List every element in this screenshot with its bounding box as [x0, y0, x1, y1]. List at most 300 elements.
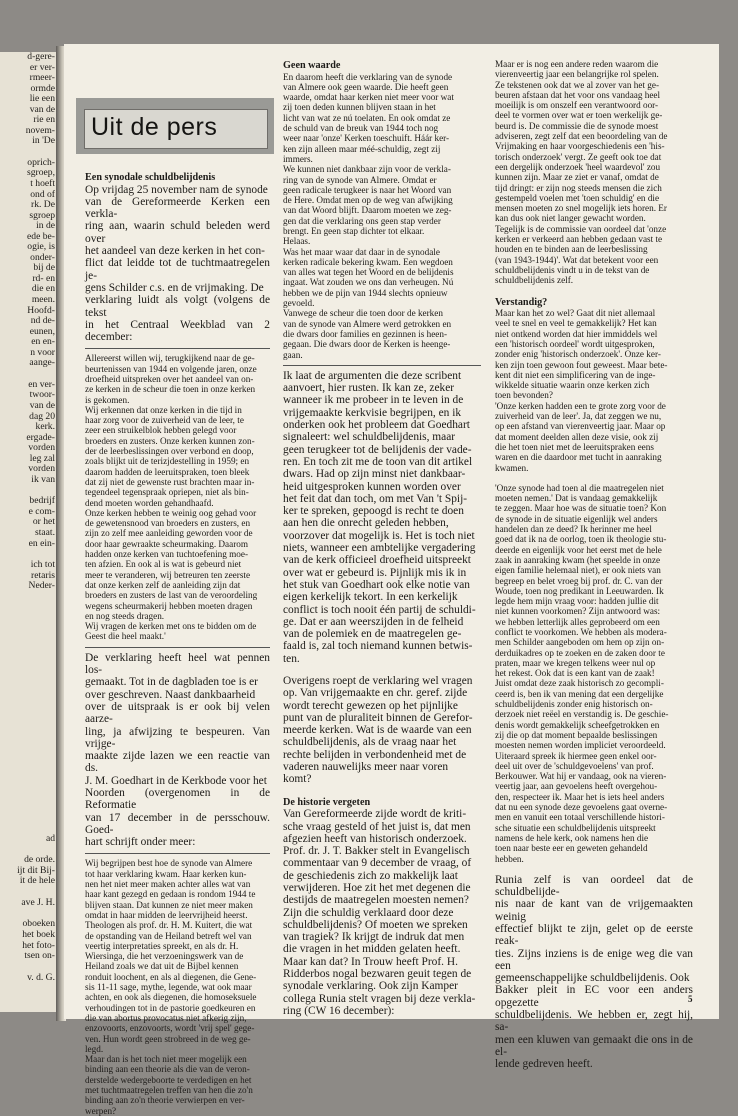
text-line: En daarom heeft die verklaring van de synode [283, 71, 453, 82]
back-page-fragment [0, 790, 58, 801]
text-line: deel te vormen over wat er toen werkelijk ge- [495, 110, 663, 121]
text-line: deel uit over de 'schuldgevoelens' van prof. [495, 760, 654, 771]
text-line: immers. [283, 153, 313, 164]
text-line: kan dus ook niet langer gewacht worden. [495, 213, 646, 224]
text-line: weer naar 'onze' Kerken toeschuift. Háár ker- [283, 133, 450, 144]
text-line: ken zijn alleen maar méé-schuldig, zegt zij [283, 143, 441, 154]
text-line: begreep en belet vroeg bij prof. dr. C. van der [495, 575, 663, 586]
text-line: verhoudingen tot in de pastorie goedkeuren en [85, 1002, 256, 1013]
text-line: geen terugkeer tot de belijdenis der vade- [283, 443, 472, 456]
text-line: legde hem mijn vraag voor: hadden jullie dit [495, 596, 659, 607]
text-line: schuldbelijdenis zelf. [495, 275, 574, 286]
text-line: faald is, zal toch niemand kunnen betwis- [283, 640, 473, 653]
back-page-fragment: ergade- [26, 431, 55, 443]
text-line: Op vrijdag 25 november nam de synode [85, 183, 268, 196]
text-line: ingaat. Wat zouden we ons dan verheugen. Nú [283, 277, 454, 288]
text-line: voorzover dat mogelijk is. Het is toch niet [283, 529, 475, 542]
text-line: kerken radicale bekering kwam. Een wegdoen [283, 256, 453, 267]
text-line: van 17 december in de persschouw. Goed- [85, 811, 270, 836]
text-line: deerde en eigenlijk voor het eerst met de hele [495, 544, 662, 555]
text-line: 'Onze kerken hadden een te grote zorg voor de [495, 400, 666, 411]
text-line: zeer een struikelblok hebben gelegd voor [85, 425, 237, 436]
back-page-fragment [0, 768, 58, 779]
text-line: kent dit niet een simplificering van de inge- [495, 369, 656, 380]
text-line: beurd is. De commissie die de synode moest [495, 120, 659, 131]
text-line: de gewetensnood van broeders en zusters, en [85, 518, 251, 529]
text-line: zaak in aanraking kwam (het speelde in onze [495, 554, 661, 565]
section-title: Uit de pers [91, 113, 218, 141]
text-line: die van abortus provocatus niet afkerig zijn, [85, 1012, 247, 1023]
text-line: gemeenschappelijke schuldbelijdenis. Ook [495, 972, 690, 985]
text-line: van de kerk officieel droefheid uitspreekt [283, 554, 471, 567]
back-page-fragment: tsen on- [24, 950, 55, 962]
text-line: Was het maar waar dat daar in de synodale [283, 246, 440, 257]
back-page-fragment: t hoeft [30, 178, 55, 190]
page-number: 5 [688, 994, 693, 1004]
text-line: Helaas. [283, 236, 311, 247]
text-line: aan hen die onrecht geleden hebben, [283, 517, 449, 530]
back-page-fragment [0, 757, 58, 768]
text-line: van de Gereformeerde Kerken een verkla- [85, 195, 270, 221]
text-line: niet kunnen voorkomen? Zijn antwoord was: [495, 606, 661, 617]
back-page-fragment: leg zal [29, 452, 55, 464]
text-line: ring (CW 16 december): [283, 1004, 395, 1017]
text-line: legd. [85, 1043, 104, 1054]
back-page-fragment: e com- [28, 505, 55, 517]
text-line: over geschreven. Naast dankbaarheid [85, 688, 256, 701]
text-line: schuldbelijdenis vindt u in de tekst van de [495, 264, 650, 275]
back-page-fragment: rie en [33, 114, 55, 126]
text-line: ge. Dat er aan weerszijden in de felheid [283, 615, 464, 628]
text-line: gaan. [283, 349, 303, 360]
text-line: komt? [283, 773, 312, 786]
back-page-fragment: twoor- [29, 389, 55, 401]
back-page-fragment [0, 592, 58, 603]
back-page-fragment: die en [31, 283, 55, 295]
text-line: nis naar de kant van de vrijgemaakten weinig [495, 898, 693, 923]
text-line: enzovoorts, enzovoorts, wordt 'vrij spel' gege- [85, 1023, 255, 1034]
back-page-fragment [0, 779, 58, 790]
text-line: dwars. Had op zijn minst niet dankbaar- [283, 468, 466, 481]
text-line: kerken er verkeerd aan hebben gedaan vast te [495, 234, 663, 245]
text-line: het stuk van Goedhart ook elke notie van [283, 578, 470, 591]
runia-quote-part1 [495, 59, 693, 286]
text-line: ring aan, waarin schuld beleden werd over [85, 220, 270, 245]
text-line: (van 1943-1944)'. Wat dat betekent voor een [495, 254, 659, 265]
text-line: tot haar verklaring kwam. Haar kerken kun- [85, 868, 247, 879]
back-page-fragment: er ver- [29, 61, 55, 73]
text-line: in het Centraal Weekblad van 2 december: [85, 318, 270, 344]
text-line: Runia zelf is van oordeel dat de schuldbelijde- [495, 873, 693, 899]
text-line: over de uitspraak is er ook bij velen aarze- [85, 700, 270, 726]
text-line: rechte belijden in verbondenheid met de [283, 748, 467, 761]
text-line: zoals blijkt uit de terizjdestelling in 1959; en [85, 456, 250, 467]
back-page-fragment [0, 812, 58, 823]
text-line: de geschiedenis zich zo makkelijk laat [283, 869, 458, 882]
text-line: hadden onze kerken van tuchtoefening moe- [85, 549, 249, 560]
text-line: De verklaring heeft heel wat pennen los- [85, 651, 270, 677]
text-line: sche vraag gesteld of het juist is, dat men [283, 820, 471, 833]
text-line: over wat er gebeurd is. Pijnlijk mis ik in [283, 566, 467, 579]
text-line: haar zorg voor de zuiverheid van de leer, te [85, 415, 244, 426]
text-line: het aandeel van deze kerken in het con- [85, 245, 265, 258]
back-page-fragment: eunen, [29, 325, 55, 337]
text-line: Vanwege de scheur die toen door de kerken [283, 308, 443, 319]
column-1 [85, 171, 270, 1116]
text-line: Zijn die schuldig verklaard door deze [283, 906, 454, 919]
text-line: dend moeten worden gehandhaafd. [85, 497, 214, 508]
intro-paragraph [85, 184, 270, 344]
text-line: den, respecteer ik. Maar het is iets heel anders [495, 791, 665, 802]
text-line: ling, ja afwijzing te bespeuren. Van vrijge- [85, 725, 270, 750]
text-line: Wij vragen de kerken met ons te bidden om de [85, 621, 257, 632]
text-line: die dwars door families en gezinnen is heen- [283, 328, 448, 339]
text-line: flict dat leidde tot de tuchtmaatregelen je- [85, 257, 270, 282]
text-line: derduikadres op te zoeken en de zaken door te [495, 647, 665, 658]
text-line: namens de hele kerk, ook namens hen die [495, 832, 649, 843]
article-heading: Een synodale schuldbelijdenis [85, 172, 216, 183]
text-line: Uiteraard spreek ik hiermee geen enkel oor- [495, 750, 657, 761]
text-line: het feit dat dan toch, om met Van 't Spij- [283, 492, 468, 505]
back-page-fragment: rmeer- [29, 72, 55, 84]
text-line: nen het niet meer maken achter alles wat van [85, 879, 251, 890]
divider [85, 853, 270, 854]
back-page-fragment: het foto- [22, 939, 55, 951]
text-line: gegaan. Die dwars door de Kerken is heenge- [283, 339, 451, 350]
back-page-fragment: v. d. G. [27, 971, 55, 983]
text-line: vierenveertig jaar een belangrijke rol spelen. [495, 69, 659, 80]
text-line: handelen dan ze deed? Ik herinner me heel [495, 524, 652, 535]
text-line: wanneer ik me probeer in te leven in de [283, 394, 464, 407]
back-page-fragment [0, 735, 58, 746]
text-line: Heiland zoals we dat uit de Bijbel kennen [85, 961, 239, 972]
back-page-fragment: d-gere- [27, 52, 55, 62]
text-line: afgezien heeft van historisch onderzoek. [283, 832, 467, 845]
back-page-fragment: n voor [30, 346, 55, 358]
text-line: waarde, omdat haar kerken niet meer voor wat [283, 92, 454, 103]
back-page-fragment: in de [36, 220, 55, 232]
text-line: vrijgemaakte kerkvisie begrijpen, en ik [283, 406, 462, 419]
text-line: effectief blijkt te zijn, gelet op de eerste reak- [495, 923, 693, 948]
text-line: zuiverheid van de leer'. Ja, dat zeggen we nu, [495, 411, 662, 422]
text-line: droefheid uitspreken over het aandeel van on- [85, 374, 254, 384]
text-line: broeders en zusters de last van de veroordeling [85, 590, 258, 601]
text-line: 'Onze synode had toen al die maatregelen niet [495, 482, 664, 493]
text-line: eigen kerkelijk tekort. In een kerkelijk [283, 591, 458, 604]
text-line: Wij begrijpen best hoe de synode van Almere [85, 858, 253, 869]
text-line: ten. [283, 652, 300, 665]
text-line: Overigens roept de verklaring wel vragen [283, 674, 473, 687]
back-page-fragment [0, 658, 58, 669]
text-line: conflict is toch nooit één partij de schuldi- [283, 603, 476, 616]
divider [85, 348, 270, 349]
text-line: niets, wanneer een ambtelijke vergadering [283, 542, 476, 555]
back-page-fragment: ijt dit Bij- [17, 864, 55, 876]
back-page-fragment [0, 691, 58, 702]
text-line: haar kant gezegd en gedaan is rondom 1944 te [85, 889, 256, 900]
text-line: Maar dan is het toch niet meer mogelijk een [85, 1054, 247, 1065]
back-page-fragment: ad [45, 832, 55, 844]
text-line: met tuchtmaatregelen treffen van hen die zo'n [85, 1085, 253, 1095]
text-line: collega Runia stelt vragen bij deze verkla- [283, 992, 476, 1005]
back-page-fragment [0, 801, 58, 812]
text-line: wegens scheurmakerij hebben moeten dragen [85, 600, 253, 611]
text-line: zij die op dat moment bepaalde beslissingen [495, 729, 658, 740]
text-line: daarom hadden de leeruitspraken, toen bleek [85, 466, 250, 477]
text-line: dat zij niet de gewenste rust brachten maar in- [85, 476, 255, 487]
back-page-fragment [0, 962, 58, 973]
text-line: toen naar beste eer en geweten gehandeld [495, 843, 648, 854]
text-line: toen bevonden? [495, 390, 553, 401]
text-line: en nog steeds dragen. [85, 610, 165, 621]
goedhart-quote-continued [283, 72, 481, 360]
back-page-fragment: nd de- [30, 315, 55, 327]
text-line: zij toen deden kunnen blijven staan in het [283, 102, 436, 113]
text-line: Onze kerken hebben te weinig oog gehad voor [85, 507, 257, 518]
text-line: punt van de pluraliteit binnen de Gerefor- [283, 711, 473, 724]
text-line: broeders en zusters. Onze kerken kunnen zon- [85, 435, 255, 446]
back-page-fragment: Hoofd- [27, 304, 55, 316]
back-page-fragment: oboeken [22, 918, 55, 930]
text-line: Maar kan het zo wel? Gaat dit niet allemaal [495, 308, 656, 319]
text-line: zonder enig 'historisch onderzoek'. Onze ker- [495, 349, 661, 360]
text-line: Ze tekstenen ook dat we al zover van het ge- [495, 79, 660, 90]
history-paragraph [283, 808, 481, 1017]
text-line: mensen moeten zo snel mogelijk iets horen. Er [495, 203, 667, 214]
back-page-fragment: rd- en [32, 272, 55, 284]
text-line: binding aan een theorie als die van de veron- [85, 1064, 250, 1075]
text-line: denis wordt gemakkelijk scheefgetrokken en [495, 719, 660, 730]
column-3 [495, 59, 693, 1071]
text-line: sche situatie een schuldbelijdenis uitspreekt [495, 822, 656, 833]
text-line: onderken ook het probleem dat Goedhart [283, 419, 470, 432]
text-line: derstelde wedergeboorte te verdedigen en het [85, 1074, 252, 1085]
text-line: veertig interpretaties spreekt, en als dr. H. [85, 940, 239, 951]
text-line: verwijderen. Hoe zit het met degenen die [283, 881, 471, 894]
text-line: waren en die daardoor met tucht in aanraking [495, 452, 662, 463]
commentary-paragraph [283, 370, 481, 665]
text-line: adviseren, zegt zelf dat een beoordeling van de [495, 131, 668, 142]
text-line: niet ontkend worden dat hier immiddels wel [495, 328, 658, 339]
column-2 [283, 59, 481, 1017]
text-line: heid uitgesproken kunnen worden over [283, 480, 461, 493]
back-page-fragment: or het [32, 516, 55, 528]
divider [283, 365, 481, 366]
text-line: J. M. Goedhart in de Kerkbode voor het [85, 774, 267, 787]
back-page-fragment [0, 625, 58, 636]
runia-quote-part3 [495, 483, 693, 864]
text-line: Tegelijk is de commissie van oordeel dat 'onze [495, 223, 667, 234]
text-line: verklaring luidt als volgt (volgens de tekst [85, 294, 270, 319]
text-line: ten afzien. En ook al is wat is gebeurd niet [85, 559, 242, 570]
text-line: van de polemiek en de maatregelen ge- [283, 628, 462, 641]
text-line: gestempeld voelen met 'toen schuldig' en die [495, 192, 660, 203]
back-page-fragment: ik van [31, 473, 55, 485]
back-page-fragment: onder- [30, 251, 55, 263]
text-line: ren. En toch zit me de toon van dit artikel [283, 455, 473, 468]
text-line: Prof. dr. J. T. Bakker stelt in Evangelisch [283, 845, 470, 858]
back-page-fragment: van de [29, 399, 55, 411]
text-line: praten, maar we kregen telkens weer nul op [495, 657, 656, 668]
back-page-fragment: en ver- [28, 378, 55, 390]
text-line: We kunnen niet dankbaar zijn voor de verkla- [283, 164, 451, 175]
text-line: moeten nemen.' Dat is vandaag gemakkelijk [495, 493, 658, 504]
text-line: veel te snel en veel te gemakkelijk? Het kan [495, 318, 657, 329]
text-line: Allereerst willen wij, terugkijkend naar de ge- [85, 353, 255, 364]
text-line: op. Van vrijgemaakte en chr. geref. zijde [283, 687, 468, 700]
text-line: Maar kan dat? In Trouw heeft Prof. H. [283, 955, 458, 968]
back-page-fragment: oprich- [27, 156, 55, 168]
text-line: men Schilder aangeboden om hem op zijn on- [495, 637, 665, 648]
back-page-fragment: ede be- [27, 230, 55, 242]
text-line: hart schrijft onder meer: [85, 836, 196, 849]
text-line: moeilijk is om onszelf een verantwoord oor- [495, 100, 659, 111]
text-line: gemaakt. Tot in de dagbladen toe is er [85, 676, 258, 689]
text-line: Woude, toen nog predikant in Leeuwarden. Ik [495, 585, 664, 596]
text-line: het rekest. Ook dat is een kant van de zaak! [495, 668, 655, 679]
text-line: beuren afstaan dat het voor ons vandaag heel [495, 89, 661, 100]
text-line: schuldbelijdenis. We hebben er, zegt hij, sa- [495, 1009, 693, 1034]
back-page-fragment [0, 713, 58, 724]
text-line: de synode in de situatie eigenlijk wel anders [495, 513, 658, 524]
back-page-fragment: staat. [35, 526, 55, 538]
back-page-fragment: en ein- [28, 537, 55, 549]
back-page-fragment [0, 603, 58, 614]
text-line: die vragen in het midden gelaten heeft. [283, 943, 461, 956]
text-line: sis 11-11 sage, mythe, legende, wat ook maar [85, 982, 252, 993]
text-line: brengt. En geen stap dichter tot elkaar. [283, 226, 425, 236]
text-line: zijn zo zelf mee aanleiding geworden voor de [85, 528, 253, 539]
back-page-fragment [0, 614, 58, 625]
text-line: der de leerbeslissingen over verbond en doop, [85, 446, 254, 457]
back-page-fragment: vorden [28, 442, 55, 454]
text-line: Vrijmaking en haar voorgeschiedenis een 'his- [495, 141, 665, 152]
back-page-fragment: rk. De [31, 199, 55, 211]
text-line: van Almere ook geen waarde. Die heeft geen [283, 81, 449, 92]
text-line: Maar er is nog een andere reden waarom die [495, 59, 659, 69]
text-line: op een afstand van vierenveertig jaar. Maar op [495, 421, 666, 432]
text-line: omdat in haar midden de leervrijheid heerst. [85, 909, 248, 920]
previous-page-edge [0, 52, 58, 1012]
text-line: een dergelijk onderzoek 'heel waardevol' zou [495, 161, 661, 172]
text-line: derzoek niet reëel en verstandig is. De geschie- [495, 709, 669, 720]
text-line: Ik laat de argumenten die deze scribent [283, 369, 462, 382]
text-line: door haar gewraakte scheurmaking. Daarom [85, 538, 249, 549]
text-line: gen dat die verklaring ons geen stap verder [283, 215, 441, 226]
text-line: houden en te binden aan de leerbeslissing [495, 244, 648, 255]
text-line: beurtenissen van 1944 en volgende jaren, onze [85, 363, 257, 374]
text-line: van alles wat tegen het Woord en de belijdenis [283, 267, 454, 278]
text-line: kwamen. [495, 462, 529, 473]
text-line: ring van de synode van Almere. Omdat er [283, 174, 437, 185]
back-page-fragment: bedrijf [29, 495, 55, 507]
text-line: moesten nemen worden impliciet veroordeeld. [495, 740, 666, 751]
text-line: een 'historisch oordeel' wordt uitgesproken, [495, 338, 655, 349]
text-line: wikkelde situatie waarin onze kerken zich [495, 380, 650, 391]
text-line: gens Schilder c.s. en de vrijmaking. De [85, 281, 264, 294]
text-line: aanvoert, hier rusten. Ik kan ze, zeker [283, 382, 455, 395]
back-page-fragment [0, 702, 58, 713]
text-line: geen radicale terugkeer is naar het Woord van [283, 184, 452, 195]
text-line: van dat Woord blijft. Daarom moeten we zeg- [283, 205, 452, 216]
text-line: ze kerken in de scheur die toen in onze kerken [85, 384, 256, 395]
text-line: kunnen zijn. Maar ze ziet er vanaf, omdat de [495, 172, 659, 183]
text-line: conflict te voorkomen. We hebben als modera- [495, 626, 667, 637]
text-line: ronduit loochent, en als al diegenen, die Gene- [85, 971, 257, 982]
back-page-fragment: ormde [30, 82, 55, 94]
text-line: Bakker pleit in EC voor een anders opgezette [495, 984, 693, 1009]
back-page-fragment: it de hele [19, 875, 55, 887]
back-page-fragment: meen. [31, 294, 55, 306]
text-line: ken zijn toen gewoon fout geweest. Maar bete- [495, 359, 668, 370]
text-line: die het toen niet met de leeruitspraken eens [495, 441, 654, 452]
text-line: van de synode van Almere werd getrokken en [283, 318, 452, 329]
text-line: dat onze kerken zelf de aanleiding zijn dat [85, 579, 241, 590]
text-line: de Here. Omdat men op de weg van afwijking [283, 195, 453, 206]
text-line: ven. Hun wordt geen strobreed in de weg ge- [85, 1033, 251, 1044]
back-page-fragment: ond of [30, 188, 55, 200]
text-line: schuldbelijdenis, als de vraag naar het [283, 736, 457, 749]
back-page-fragment: Neder- [28, 580, 55, 592]
text-line: binding aan zo'n theorie verwierpen en ver- [85, 1095, 245, 1106]
back-page-fragment: en en- [31, 336, 55, 348]
back-page-fragment [0, 724, 58, 735]
text-line: hebben we de pijn van 1944 slechts opnieuw [283, 287, 448, 298]
subheading-geen-waarde: Geen waarde [283, 60, 341, 71]
text-line: tegendeel tegenspraak opriepen, niet als bin- [85, 487, 249, 498]
back-page-fragment: bij de [33, 262, 55, 274]
text-line: torisch onderzoek' vergt. Ze geeft ook toe dat [495, 151, 662, 162]
text-line: veertig jaar, aan gevoelens heeft overgehou- [495, 781, 658, 792]
text-line: Theologen als prof. dr. H. M. Kuitert, die wat [85, 920, 253, 931]
section-header-frame [84, 109, 268, 149]
reaction-paragraph [85, 652, 270, 849]
text-line: dat moment deelden allen deze visie, ook zij [495, 431, 659, 442]
back-page-fragment [0, 669, 58, 680]
back-page-fragment: dag 20 [29, 410, 55, 422]
goedhart-quote [85, 858, 270, 1115]
text-line: lende gedreven heeft. [495, 1058, 593, 1071]
text-line: ceerd is, ben ik van mening dat een dergelijke [495, 688, 664, 699]
text-line: schuldbelijdenis zonder enig historisch on- [495, 699, 653, 710]
text-line: destijds de maatregelen moesten nemen? [283, 894, 469, 907]
back-page-fragment: retaris [31, 569, 55, 581]
text-line: blijven staan. Dat kunnen ze niet meer maken [85, 899, 253, 910]
text-line: hebben. [495, 853, 524, 864]
text-line: Juist omdat deze zaak historisch zo gecompli- [495, 678, 664, 689]
text-line: men een kluwen van gemaakt die ons in de el- [495, 1033, 693, 1058]
back-page-fragment: aange- [29, 357, 55, 369]
back-page-fragment [0, 680, 58, 691]
subheading-verstandig: Verstandig? [495, 296, 548, 308]
back-page-fragment: de orde. [24, 854, 55, 866]
text-line: synodale verklaring. Ook zijn Kamper [283, 980, 458, 993]
text-line: we hebben letterlijk alles geprobeerd om een [495, 616, 660, 627]
back-page-fragment: ave J. H. [21, 896, 55, 908]
back-page-fragment: ogie, is [27, 241, 55, 253]
back-page-fragment: het boek [22, 928, 55, 940]
text-line: ties. Zijns inziens is de enige weg die van een [495, 947, 693, 972]
back-page-fragment: in 'De [32, 135, 55, 147]
divider [85, 647, 270, 648]
text-line: commentaar van 9 december de vraag, of [283, 857, 472, 870]
text-line: is gekomen. [85, 394, 130, 405]
back-page-fragment: lie een [29, 93, 55, 105]
questions-paragraph [283, 675, 481, 786]
text-line: werpen? [85, 1105, 117, 1116]
text-line: Wiersinga, die het verzoeningswerk van de [85, 951, 244, 962]
text-line: achten, en ook als diegenen, die homoseksuele [85, 992, 257, 1003]
